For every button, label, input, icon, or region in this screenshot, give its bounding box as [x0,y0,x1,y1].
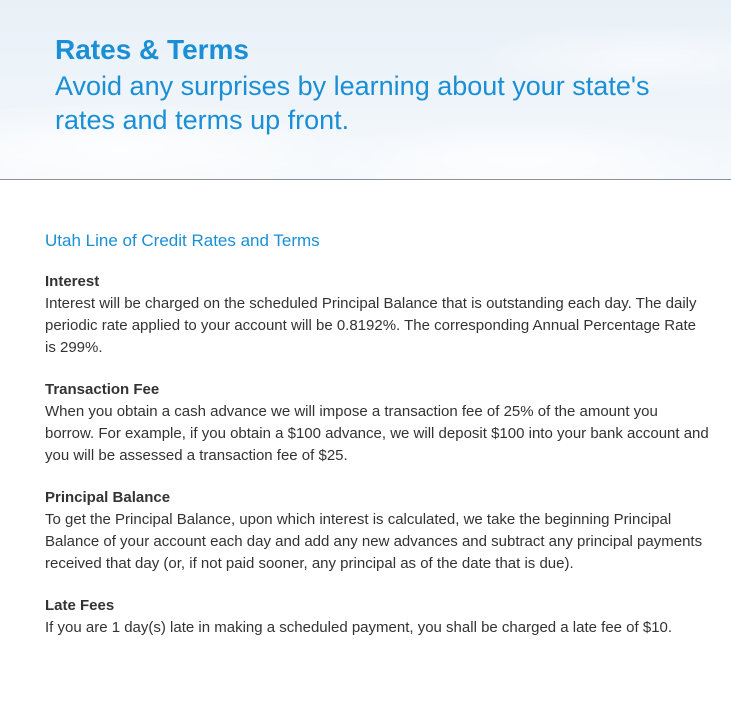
page-title: Rates & Terms [55,34,250,65]
term-transaction-fee [45,379,710,467]
hero-banner [0,0,731,180]
term-title: Late Fees [45,597,115,614]
page-subtitle: Avoid any surprises by learning about your state's rates and terms up front. [55,71,650,135]
term-title: Transaction Fee [45,381,160,398]
term-body: When you obtain a cash advance we will impose a transaction fee of 25% of the amount you borrow. For example, if you obtain a $100 advance, we will deposit $100 into your bank account and you will be assessed a transaction fee of $25. [45,403,709,464]
term-body: If you are 1 day(s) late in making a scheduled payment, you shall be charged a late fee of $10. [45,619,673,636]
term-title: Interest [45,273,100,290]
term-body: Interest will be charged on the scheduled Principal Balance that is outstanding each day. The daily periodic rate applied to your account will be 0.8192%. The corresponding Annual Percentage Rate is 299%. [45,295,697,356]
term-interest [45,271,710,359]
section-heading: Utah Line of Credit Rates and Terms [45,231,320,250]
rates-terms-content [45,229,710,659]
term-late-fees [45,595,710,639]
term-principal-balance [45,487,710,575]
term-body: To get the Principal Balance, upon which interest is calculated, we take the beginning Principal Balance of your account each day and add any new advances and subtract any principal payments received that day (or, if not paid sooner, any principal as of the date that is due). [45,511,703,572]
term-title: Principal Balance [45,489,171,506]
